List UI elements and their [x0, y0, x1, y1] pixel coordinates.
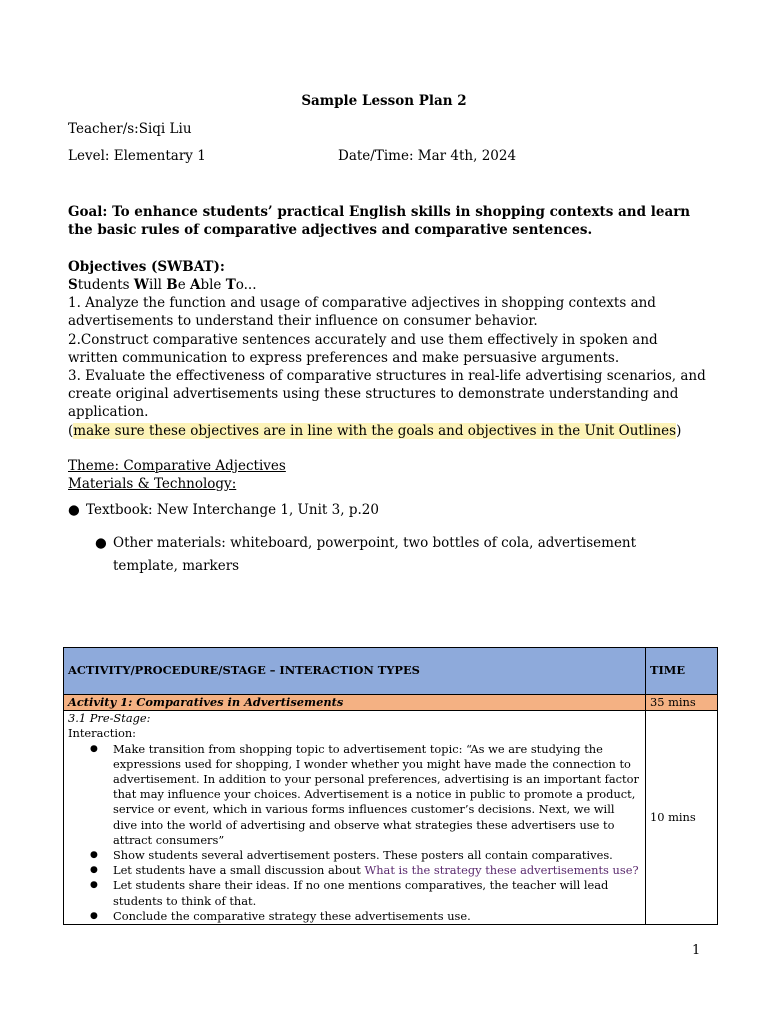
- objectives-heading: Objectives (SWBAT):: [68, 259, 225, 275]
- table-header-row: [64, 648, 718, 695]
- objective-2: 2.Construct comparative sentences accurately and use them effectively in spoken and written communication to express preferences and make persuasive arguments.: [68, 332, 658, 367]
- highlighted-note: make sure these objectives are in line with the goals and objectives in the Unit Outlines: [73, 423, 677, 439]
- datetime-line: Date/Time: Mar 4th, 2024: [338, 148, 517, 164]
- list-item: ● Make transition from shopping topic to advertisement topic: “As we are studying the expressions used for shopping, I wonder whether you might have made the connection to advertisement. In addition to your personal preferences, advertising is an important factor that may influence your choices. Advertisement is a notice in public to promote a product, service or event, which in various forms influences customer’s decisions. Next, we will dive into the world of advertising and observe what strategies these advertisers use to attract consumers”: [113, 742, 641, 848]
- list-item: ● Conclude the comparative strategy these advertisements use.: [113, 909, 641, 924]
- stage-row: [64, 711, 718, 925]
- stage-title: 3.1 Pre-Stage:: [68, 711, 151, 726]
- stage-bullets: [68, 742, 641, 924]
- activity-time: 35 mins: [646, 695, 718, 711]
- list-item: ● Let students share their ideas. If no one mentions comparatives, the teacher will lead students to think of that.: [113, 878, 641, 908]
- header-time: TIME: [646, 648, 718, 695]
- lesson-plan-table: [63, 647, 718, 925]
- activity-label: Activity 1: Comparatives in Advertisements: [64, 695, 646, 711]
- theme-line: Theme: Comparative Adjectives: [68, 458, 286, 474]
- discussion-question: What is the strategy these advertisements use?: [364, 863, 639, 878]
- materials-item-1: ● Textbook: New Interchange 1, Unit 3, p.20: [68, 499, 668, 523]
- interaction-label: Interaction:: [68, 726, 137, 741]
- objective-3: 3. Evaluate the effectiveness of comparative structures in real-life advertising scenarios, and create original advertisements using these structures to demonstrate understanding and application.: [68, 368, 706, 421]
- list-item: ● Let students have a small discussion about What is the strategy these advertisements use?: [113, 863, 641, 878]
- list-item: ● Show students several advertisement posters. These posters all contain comparatives.: [113, 848, 641, 863]
- activity-row: [64, 695, 718, 711]
- materials-item-2: ● Other materials: whiteboard, powerpoint, two bottles of cola, advertisement template, markers: [95, 532, 695, 580]
- objective-1: 1. Analyze the function and usage of comparative adjectives in shopping contexts and advertisements to understand their influence on consumer behavior.: [68, 295, 656, 330]
- bullet-icon: ●: [68, 502, 80, 518]
- stage-time: 10 mins: [646, 711, 718, 925]
- objectives-note: (make sure these objectives are in line with the goals and objectives in the Unit Outlines): [68, 423, 682, 439]
- document-title: Sample Lesson Plan 2: [301, 93, 467, 109]
- level-line: Level: Elementary 1: [68, 148, 206, 164]
- teacher-line: Teacher/s:Siqi Liu: [68, 121, 192, 137]
- header-activity: ACTIVITY/PROCEDURE/STAGE – INTERACTION TYPES: [64, 648, 646, 695]
- goal-paragraph: Goal: To enhance students’ practical English skills in shopping contexts and learn the basic rules of comparative adjectives and comparative sentences.: [68, 204, 691, 239]
- swbat-line: Students Will Be Able To...: [68, 277, 257, 293]
- page-number: 1: [692, 943, 701, 958]
- materials-heading: Materials & Technology:: [68, 476, 237, 492]
- stage-content: [64, 711, 646, 925]
- bullet-icon: ●: [95, 535, 107, 551]
